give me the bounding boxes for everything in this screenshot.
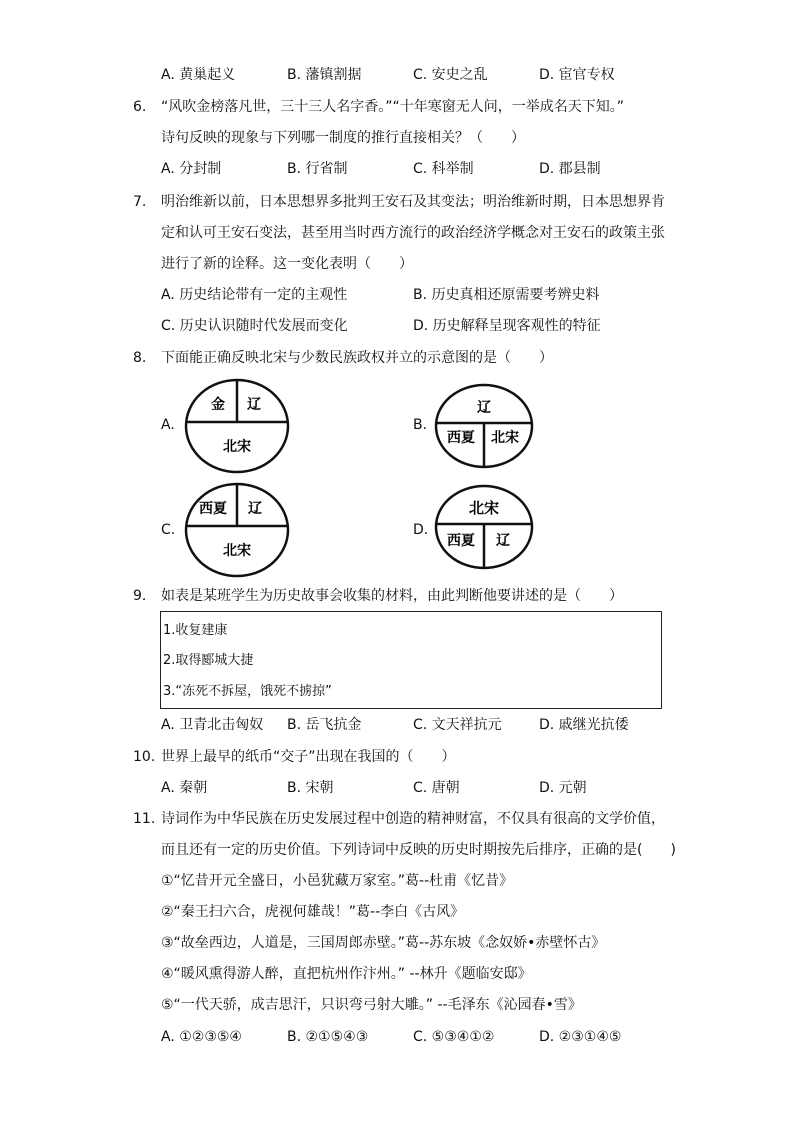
- q7-option-b[interactable]: B. 历史真相还原需要考辨史料: [413, 287, 600, 303]
- pie-diagram: [184, 482, 290, 578]
- poem-line: ①“忆昔开元全盛日，小邑犹藏万家室。”葛--杜甫《忆昔》: [161, 873, 514, 889]
- region-label: 西夏: [447, 430, 475, 446]
- q11-option-a[interactable]: A. ①②③⑤④: [161, 1029, 242, 1045]
- poem-line: ④“暖风熏得游人醉，直把杭州作汴州。” --林升《题临安邸》: [161, 966, 532, 982]
- region-label: 金: [211, 397, 225, 413]
- question-text: 明治维新以前，日本思想界多批判王安石及其变法；明治维新时期，日本思想界肯: [161, 194, 665, 210]
- question-number: 6.: [133, 99, 147, 115]
- q8-option-c-label[interactable]: C.: [161, 522, 176, 538]
- q7-option-d[interactable]: D. 历史解释呈现客观性的特征: [413, 318, 601, 334]
- q8-diagram-b[interactable]: [434, 383, 534, 473]
- q7-option-c[interactable]: C. 历史认识随时代发展而变化: [161, 318, 348, 334]
- q9-option-d[interactable]: D. 戚继光抗倭: [539, 717, 629, 733]
- q10-option-d[interactable]: D. 元朝: [539, 780, 587, 796]
- region-label: 西夏: [199, 501, 227, 517]
- question-text: 诗句反映的现象与下列哪一制度的推行直接相关？（ ）: [161, 130, 525, 146]
- q6-option-d[interactable]: D. 郡县制: [539, 161, 601, 177]
- question-text: 定和认可王安石变法，甚至用当时西方流行的政治经济学概念对王安石的政策主张: [161, 225, 665, 241]
- question-number: 11.: [133, 811, 156, 827]
- q9-option-b[interactable]: B. 岳飞抗金: [287, 717, 362, 733]
- q6-option-a[interactable]: A. 分封制: [161, 161, 222, 177]
- region-label: 辽: [477, 400, 491, 416]
- q9-option-c[interactable]: C. 文天祥抗元: [413, 717, 502, 733]
- q5-option-c[interactable]: C. 安史之乱: [413, 67, 488, 83]
- q6-option-b[interactable]: B. 行省制: [287, 161, 348, 177]
- question-text: 如表是某班学生为历史故事会收集的材料，由此判断他要讲述的是（ ）: [161, 588, 623, 604]
- question-text: 世界上最早的纸币“交子”出现在我国的（ ）: [161, 749, 456, 765]
- region-label: 北宋: [223, 543, 251, 559]
- q11-option-c[interactable]: C. ⑤③④①②: [413, 1029, 495, 1045]
- q5-option-a[interactable]: A. 黄巢起义: [161, 67, 236, 83]
- question-text: 进行了新的诠释。这一变化表明（ ）: [161, 256, 413, 272]
- pie-diagram: [184, 378, 290, 474]
- q6-option-c[interactable]: C. 科举制: [413, 161, 474, 177]
- pie-diagram: [434, 383, 534, 469]
- region-label: 北宋: [468, 499, 500, 517]
- q8-option-a-label[interactable]: A.: [161, 417, 175, 433]
- table-row: 3.“冻死不拆屋，饿死不掳掠”: [163, 684, 332, 699]
- q11-option-d[interactable]: D. ②③①④⑤: [539, 1029, 622, 1045]
- region-label: 北宋: [491, 430, 519, 446]
- question-text: 下面能正确反映北宋与少数民族政权并立的示意图的是（ ）: [161, 350, 553, 366]
- region-label: 北宋: [223, 439, 251, 455]
- q5-option-b[interactable]: B. 藩镇割据: [287, 67, 362, 83]
- q8-option-d-label[interactable]: D.: [413, 522, 429, 538]
- q8-diagram-c[interactable]: [184, 482, 290, 582]
- question-text: 诗词作为中华民族在历史发展过程中创造的精神财富，不仅具有很高的文学价值，: [161, 811, 665, 827]
- q9-option-a[interactable]: A. 卫青北击匈奴: [161, 717, 264, 733]
- question-number: 7.: [133, 194, 147, 210]
- question-number: 9.: [133, 588, 147, 604]
- pie-diagram: [434, 484, 534, 570]
- region-label: 辽: [496, 533, 510, 549]
- question-text: 而且还有一定的历史价值。下列诗词中反映的历史时期按先后排序，正确的是( ): [161, 842, 676, 858]
- region-label: 辽: [248, 501, 262, 517]
- question-number: 10.: [133, 749, 156, 765]
- question-number: 8.: [133, 350, 147, 366]
- poem-line: ⑤“一代天骄，成吉思汗，只识弯弓射大雕。” --毛泽东《沁园春•雪》: [161, 997, 582, 1013]
- question-text: “风吹金榜落凡世，三十三人名字香。”“十年寒窗无人问，一举成名天下知。”: [161, 99, 625, 115]
- poem-line: ③“故垒西边，人道是，三国周郎赤壁。”葛--苏东坡《念奴娇•赤壁怀古》: [161, 935, 606, 951]
- region-label: 辽: [247, 397, 261, 413]
- q10-option-c[interactable]: C. 唐朝: [413, 780, 460, 796]
- q10-option-a[interactable]: A. 秦朝: [161, 780, 208, 796]
- q8-option-b-label[interactable]: B.: [413, 417, 428, 433]
- table-row: 1.收复建康: [163, 623, 228, 638]
- q11-option-b[interactable]: B. ②①⑤④③: [287, 1029, 369, 1045]
- q7-option-a[interactable]: A. 历史结论带有一定的主观性: [161, 287, 348, 303]
- q8-diagram-d[interactable]: [434, 484, 534, 574]
- region-label: 西夏: [447, 533, 475, 549]
- material-table: [160, 611, 662, 709]
- q10-option-b[interactable]: B. 宋朝: [287, 780, 334, 796]
- table-row: 2.取得郾城大捷: [163, 653, 254, 668]
- poem-line: ②“秦王扫六合，虎视何雄哉！”葛--李白《古风》: [161, 904, 465, 920]
- q5-option-d[interactable]: D. 宦官专权: [539, 67, 615, 83]
- q8-diagram-a[interactable]: [184, 378, 290, 478]
